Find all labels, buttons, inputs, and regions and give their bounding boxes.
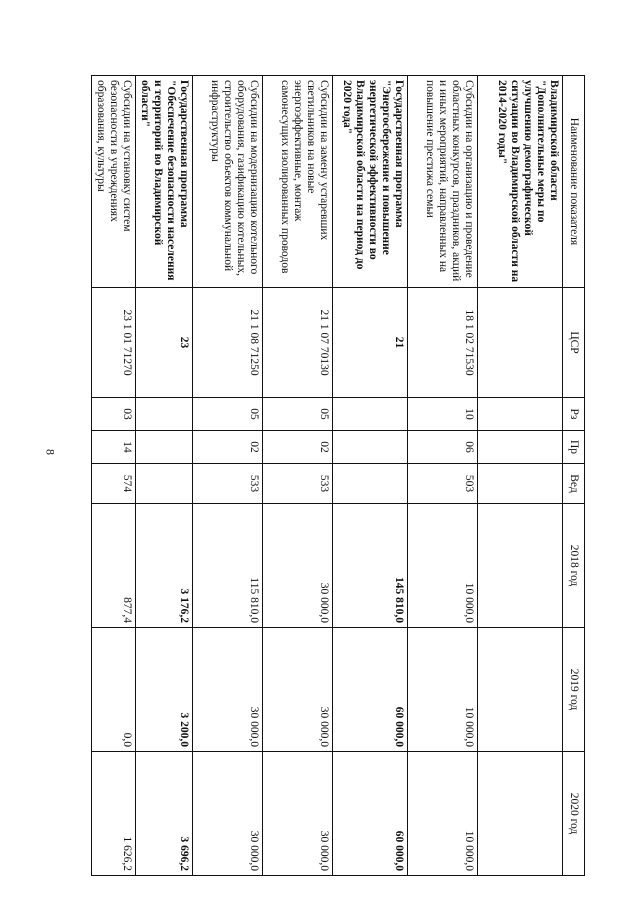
- row-ved: [478, 464, 563, 504]
- table-row: [478, 76, 563, 876]
- row-ved: [136, 464, 193, 504]
- row-rz: 10: [408, 398, 478, 431]
- rotated-page: [95, 75, 585, 875]
- row-ved: 533: [193, 464, 263, 504]
- row-pr: 02: [193, 431, 263, 464]
- row-csr: 21 1 08 71250: [193, 288, 263, 398]
- row-pr: 02: [263, 431, 333, 464]
- row-2018: 30 000,0: [263, 504, 333, 628]
- row-2018: 10 000,0: [408, 504, 478, 628]
- row-csr: 18 1 02 71530: [408, 288, 478, 398]
- row-csr: 23 1 01 71270: [92, 288, 136, 398]
- header-csr: ЦСР: [563, 288, 585, 398]
- row-2018: 145 810,0: [333, 504, 408, 628]
- row-name: Субсидии на организацию и проведение областных конкурсов, праздников, акций и иных мероприятий, направленных на повышение престижа семьи: [408, 76, 478, 288]
- row-2020: [478, 752, 563, 876]
- row-2019: 60 000,0: [333, 628, 408, 752]
- row-2018: 877,4: [92, 504, 136, 628]
- table-row: [92, 76, 136, 876]
- row-2018: [478, 504, 563, 628]
- row-pr: [136, 431, 193, 464]
- row-2019: 30 000,0: [193, 628, 263, 752]
- row-2019: 0,0: [92, 628, 136, 752]
- row-2018: 115 810,0: [193, 504, 263, 628]
- row-rz: [478, 398, 563, 431]
- row-2019: 10 000,0: [408, 628, 478, 752]
- header-2019: 2019 год: [563, 628, 585, 752]
- row-pr: 06: [408, 431, 478, 464]
- row-2018: 3 176,2: [136, 504, 193, 628]
- row-2020: 30 000,0: [263, 752, 333, 876]
- row-csr: 23: [136, 288, 193, 398]
- row-2020: 60 000,0: [333, 752, 408, 876]
- page-number: 8: [43, 449, 58, 455]
- row-ved: 503: [408, 464, 478, 504]
- row-2019: 30 000,0: [263, 628, 333, 752]
- row-pr: [333, 431, 408, 464]
- row-csr: 21 1 07 70130: [263, 288, 333, 398]
- row-rz: [136, 398, 193, 431]
- row-rz: [333, 398, 408, 431]
- row-2020: 1 626,2: [92, 752, 136, 876]
- row-pr: 14: [92, 431, 136, 464]
- header-2018: 2018 год: [563, 504, 585, 628]
- row-2020: 3 696,2: [136, 752, 193, 876]
- row-ved: 574: [92, 464, 136, 504]
- header-name: Наименование показателя: [563, 76, 585, 288]
- budget-table: [91, 75, 585, 876]
- table-row: [408, 76, 478, 876]
- row-rz: 05: [193, 398, 263, 431]
- header-row: [563, 76, 585, 876]
- row-pr: [478, 431, 563, 464]
- row-ved: [333, 464, 408, 504]
- row-name: Государственная программа "Обеспечение безопасности населения и территорий во Владимирской области": [136, 76, 193, 288]
- table-row: [136, 76, 193, 876]
- row-name: Субсидии на установку систем безопасности в учреждениях образования, культуры: [92, 76, 136, 288]
- table-row: [193, 76, 263, 876]
- row-name: Государственная программа "Энергосбережение и повышение энергетической эффективности во Владимирской области на период до 2020 года": [333, 76, 408, 288]
- header-ved: Вед: [563, 464, 585, 504]
- row-name: Субсидии на модернизацию котельного оборудования, газификацию котельных, строительство объектов коммунальной инфраструктуры: [193, 76, 263, 288]
- row-csr: 21: [333, 288, 408, 398]
- row-name: Субсидии на замену устаревших светильников на новые энергоэффективные, монтаж самонесущих изолированных проводов: [263, 76, 333, 288]
- row-2019: 3 200,0: [136, 628, 193, 752]
- header-rz: Рз: [563, 398, 585, 431]
- row-name: Владимирской области "Дополнительные меры по улучшению демографической ситуации во Владимирской области на 2014-2020 годы": [478, 76, 563, 288]
- row-ved: 533: [263, 464, 333, 504]
- header-pr: Пр: [563, 431, 585, 464]
- row-rz: 03: [92, 398, 136, 431]
- row-2019: [478, 628, 563, 752]
- row-csr: [478, 288, 563, 398]
- header-2020: 2020 год: [563, 752, 585, 876]
- table-row: [333, 76, 408, 876]
- row-2020: 30 000,0: [193, 752, 263, 876]
- row-2020: 10 000,0: [408, 752, 478, 876]
- row-rz: 05: [263, 398, 333, 431]
- table-row: [263, 76, 333, 876]
